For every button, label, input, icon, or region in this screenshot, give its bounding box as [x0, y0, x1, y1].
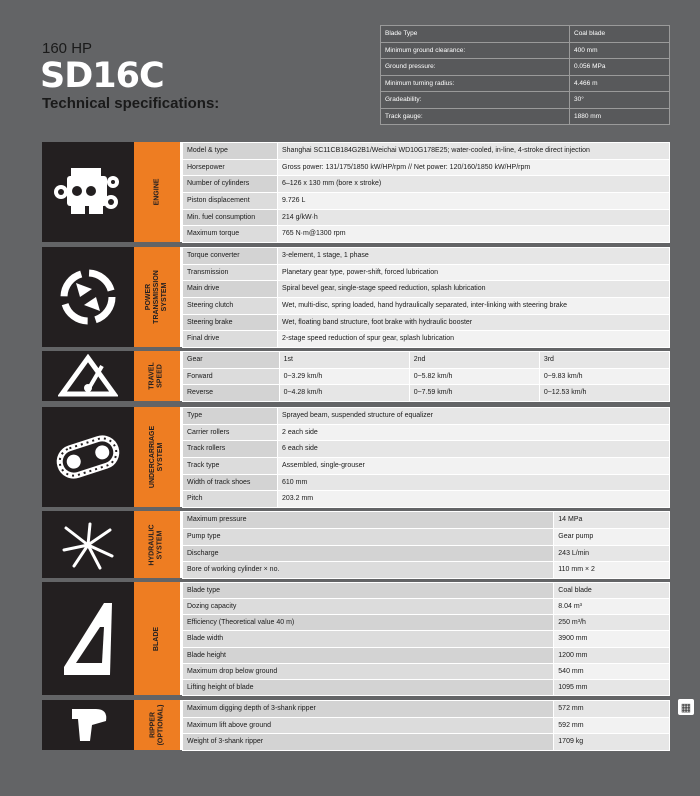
- spec-row: [183, 512, 670, 529]
- spec-value: Wet, multi-disc, spring loaded, hand hydraulically separated, inter-linking with steering brake: [278, 298, 670, 315]
- spec-key: Steering brake: [183, 314, 278, 331]
- spec-value: 3rd: [539, 352, 669, 369]
- spec-value: 1709 kg: [554, 734, 670, 751]
- speed-icon: [42, 351, 134, 401]
- spec-value: 110 mm × 2: [554, 562, 670, 579]
- spec-value: Wet, floating band structure, foot brake with hydraulic booster: [278, 314, 670, 331]
- summary-key: Ground pressure:: [381, 59, 570, 76]
- spec-key: Main drive: [183, 281, 278, 298]
- spec-value: 0~5.82 km/h: [409, 368, 539, 385]
- spec-value: Sprayed beam, suspended structure of equalizer: [278, 408, 670, 425]
- spec-value: 2-stage speed reduction of spur gear, splash lubrication: [278, 331, 670, 348]
- spec-key: Number of cylinders: [183, 176, 278, 193]
- spec-row: [183, 679, 670, 695]
- spec-value: 2nd: [409, 352, 539, 369]
- spec-key: Gear: [183, 352, 280, 369]
- spec-key: Piston displacement: [183, 193, 278, 210]
- spec-value: 765 N·m@1300 rpm: [278, 226, 670, 243]
- spec-key: Maximum drop below ground: [183, 663, 554, 679]
- section-engine: [42, 142, 670, 242]
- spec-value: 243 L/min: [554, 545, 670, 562]
- spec-row: [183, 631, 670, 647]
- spec-row: [183, 226, 670, 243]
- spec-value: Coal blade: [554, 583, 670, 599]
- summary-table: [380, 25, 670, 125]
- spec-key: Dozing capacity: [183, 599, 554, 615]
- spec-row: [183, 143, 670, 160]
- spec-value: 8.04 m³: [554, 599, 670, 615]
- spec-row: [183, 474, 670, 491]
- summary-key: Minimum turning radius:: [381, 75, 570, 92]
- spec-row: [183, 314, 670, 331]
- spec-value: 0~12.53 km/h: [539, 385, 669, 402]
- spec-value: 9.726 L: [278, 193, 670, 210]
- undercarriage-section-label: UNDERCARRIAGE SYSTEM: [134, 407, 180, 507]
- spec-key: Maximum torque: [183, 226, 278, 243]
- spec-key: Pitch: [183, 491, 278, 508]
- spec-key: Width of track shoes: [183, 474, 278, 491]
- spec-key: Min. fuel consumption: [183, 209, 278, 226]
- spec-key: Maximum pressure: [183, 512, 554, 529]
- spec-value: 214 g/kW·h: [278, 209, 670, 226]
- spec-value: 6 each side: [278, 441, 670, 458]
- spec-row: [183, 717, 670, 734]
- spec-row: [183, 408, 670, 425]
- spec-value: 1095 mm: [554, 679, 670, 695]
- spec-key: Blade width: [183, 631, 554, 647]
- hp-label: 160 HP: [42, 40, 93, 57]
- engine-section-label: ENGINE: [134, 142, 180, 242]
- qr-code-icon[interactable]: ▦: [678, 699, 694, 715]
- summary-value: 4.466 m: [570, 75, 670, 92]
- spec-row: [183, 209, 670, 226]
- spec-value: Gross power: 131/175/1850 kW/HP/rpm // Net power: 120/160/1850 kW/HP/rpm: [278, 159, 670, 176]
- section-blade: [42, 582, 670, 695]
- spec-key: Horsepower: [183, 159, 278, 176]
- summary-row: [381, 42, 670, 59]
- spec-row: [183, 193, 670, 210]
- spec-value: 14 MPa: [554, 512, 670, 529]
- spec-value: Assembled, single-grouser: [278, 458, 670, 475]
- spec-row: [183, 352, 670, 369]
- spec-value: Planetary gear type, power-shift, forced lubrication: [278, 264, 670, 281]
- travel-section-label: TRAVEL SPEED: [134, 351, 180, 401]
- power-section-label: POWER TRANSMISSION SYSTEM: [134, 247, 180, 347]
- spec-value: 0~3.29 km/h: [279, 368, 409, 385]
- spec-key: Maximum digging depth of 3-shank ripper: [183, 701, 554, 718]
- summary-value: 1880 mm: [570, 108, 670, 125]
- section-ripper: [42, 700, 670, 750]
- summary-row: [381, 59, 670, 76]
- spec-value: 1st: [279, 352, 409, 369]
- spec-key: Bore of working cylinder × no.: [183, 562, 554, 579]
- spec-row: [183, 615, 670, 631]
- spec-value: 0~9.83 km/h: [539, 368, 669, 385]
- ripper-icon: [42, 700, 134, 750]
- section-undercarriage: [42, 407, 670, 507]
- spec-row: [183, 528, 670, 545]
- spec-value: Shanghai SC11CB184G2B1/Weichai WD10G178E25; water-cooled, in-line, 4-stroke direct injection: [278, 143, 670, 160]
- spec-row: [183, 663, 670, 679]
- spec-key: Track rollers: [183, 441, 278, 458]
- spec-row: [183, 734, 670, 751]
- spec-row: [183, 298, 670, 315]
- spec-row: [183, 176, 670, 193]
- summary-key: Minimum ground clearance:: [381, 42, 570, 59]
- ripper-section-label: RIPPER (OPTIONAL): [134, 700, 180, 750]
- summary-value: 30°: [570, 92, 670, 109]
- spec-value: 3900 mm: [554, 631, 670, 647]
- spec-row: [183, 248, 670, 265]
- spec-key: Steering clutch: [183, 298, 278, 315]
- spec-value: 203.2 mm: [278, 491, 670, 508]
- page-title: SD16C: [40, 56, 164, 96]
- blade-section-label: BLADE: [134, 582, 180, 695]
- spec-value: Spiral bevel gear, single-stage speed reduction, splash lubrication: [278, 281, 670, 298]
- spec-key: Efficiency (Theoretical value 40 m): [183, 615, 554, 631]
- spec-row: [183, 458, 670, 475]
- spec-value: 1200 mm: [554, 647, 670, 663]
- spec-value: Gear pump: [554, 528, 670, 545]
- spec-row: [183, 424, 670, 441]
- spec-key: Transmission: [183, 264, 278, 281]
- spec-key: Carrier rollers: [183, 424, 278, 441]
- spec-key: Forward: [183, 368, 280, 385]
- spec-value: 572 mm: [554, 701, 670, 718]
- spec-value: 0~4.28 km/h: [279, 385, 409, 402]
- spec-key: Reverse: [183, 385, 280, 402]
- section-power-transmission: [42, 247, 670, 347]
- spec-row: [183, 545, 670, 562]
- summary-row: [381, 108, 670, 125]
- spec-key: Model & type: [183, 143, 278, 160]
- spec-key: Weight of 3-shank ripper: [183, 734, 554, 751]
- spec-key: Pump type: [183, 528, 554, 545]
- spec-row: [183, 281, 670, 298]
- page-subtitle: Technical specifications:: [42, 95, 220, 112]
- spec-key: Lifting height of blade: [183, 679, 554, 695]
- spec-value: 610 mm: [278, 474, 670, 491]
- summary-key: Blade Type: [381, 26, 570, 43]
- spec-key: Track type: [183, 458, 278, 475]
- spec-value: 592 mm: [554, 717, 670, 734]
- spec-row: [183, 331, 670, 348]
- spec-key: Blade height: [183, 647, 554, 663]
- spec-value: 0~7.59 km/h: [409, 385, 539, 402]
- summary-row: [381, 92, 670, 109]
- spec-value: 3-element, 1 stage, 1 phase: [278, 248, 670, 265]
- track-icon: [42, 407, 134, 507]
- spec-value: 250 m³/h: [554, 615, 670, 631]
- spec-key: Blade type: [183, 583, 554, 599]
- section-travel-speed: [42, 351, 670, 401]
- spec-value: 540 mm: [554, 663, 670, 679]
- hydraulic-section-label: HYDRAULIC SYSTEM: [134, 511, 180, 578]
- spec-value: 2 each side: [278, 424, 670, 441]
- spec-row: [183, 441, 670, 458]
- engine-icon: [42, 142, 134, 242]
- spec-row: [183, 647, 670, 663]
- spec-row: [183, 583, 670, 599]
- spec-value: 6–126 x 130 mm (bore x stroke): [278, 176, 670, 193]
- summary-row: [381, 26, 670, 43]
- spec-row: [183, 264, 670, 281]
- summary-row: [381, 75, 670, 92]
- spec-row: [183, 491, 670, 508]
- summary-value: Coal blade: [570, 26, 670, 43]
- blade-icon: [42, 582, 134, 695]
- spec-row: [183, 159, 670, 176]
- summary-key: Gradeability:: [381, 92, 570, 109]
- summary-key: Track gauge:: [381, 108, 570, 125]
- transmission-icon: [42, 247, 134, 347]
- spec-row: [183, 368, 670, 385]
- spec-row: [183, 701, 670, 718]
- spec-key: Type: [183, 408, 278, 425]
- spec-row: [183, 599, 670, 615]
- spec-key: Maximum lift above ground: [183, 717, 554, 734]
- spec-row: [183, 562, 670, 579]
- summary-value: 400 mm: [570, 42, 670, 59]
- spec-key: Final drive: [183, 331, 278, 348]
- hydraulic-icon: [42, 511, 134, 578]
- summary-value: 0.056 MPa: [570, 59, 670, 76]
- spec-key: Torque converter: [183, 248, 278, 265]
- spec-key: Discharge: [183, 545, 554, 562]
- spec-row: [183, 385, 670, 402]
- section-hydraulic: [42, 511, 670, 578]
